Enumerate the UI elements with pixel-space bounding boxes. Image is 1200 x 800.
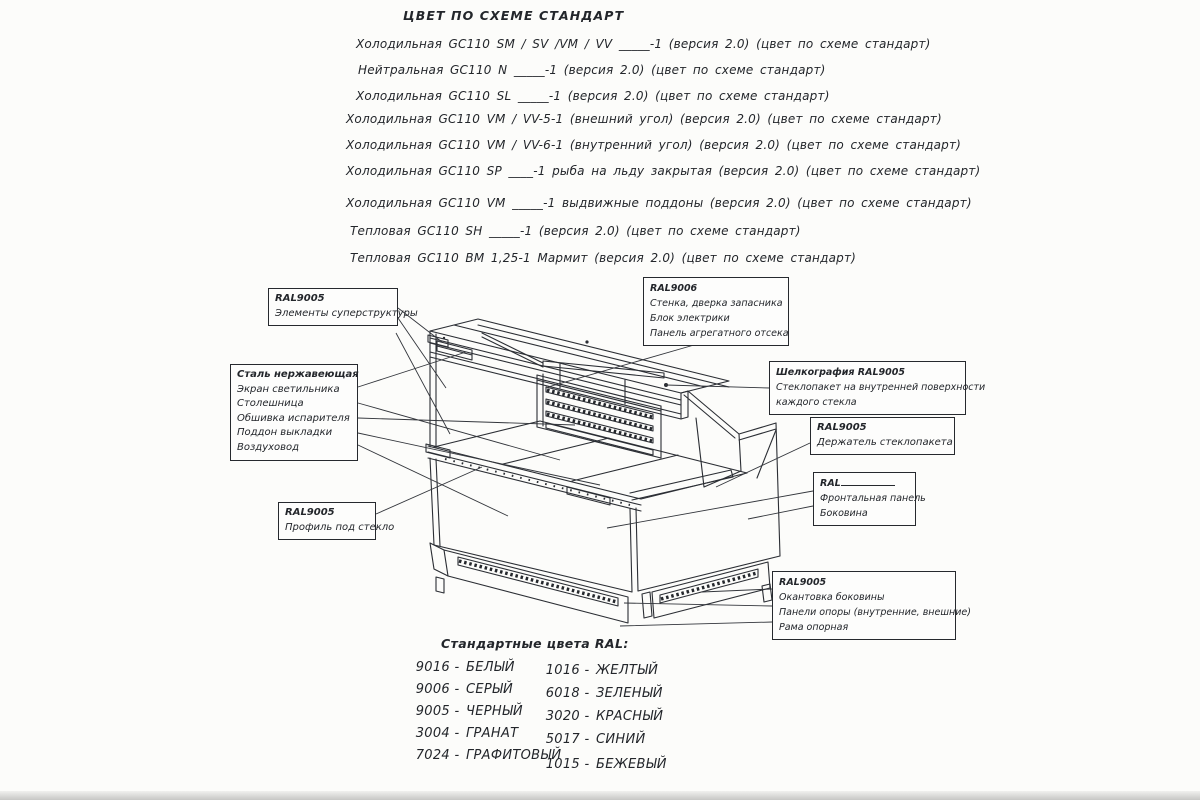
callout-front-side-panel [813,472,926,526]
ral-name: СИНИЙ [596,732,646,747]
model-line: Холодильная GC110 VM _____-1 выдвижные поддоны (версия 2.0) (цвет по схеме стандарт) [346,196,972,210]
ral-separator: - [454,682,460,697]
callout-glass-profile [278,502,395,540]
callout-line: Столешница [237,398,304,410]
ral-separator: - [584,757,590,772]
scan-edge-artifact [0,791,1200,800]
model-line: Холодильная GC110 SM / SV /VM / VV _____-1 (версия 2.0) (цвет по схеме стандарт) [356,37,931,51]
ral-color-row [536,663,658,678]
ral-name: ЧЕРНЫЙ [466,704,523,719]
ral-color-row [406,682,513,697]
ral-color-row [536,757,667,772]
front-rail-ticks [445,459,630,505]
callout-header: Шелкография RAL9005 [776,367,905,378]
model-line: Тепловая GC110 SH _____-1 (версия 2.0) (цвет по схеме стандарт) [350,224,801,238]
callout-line: Фронтальная панель [820,493,926,504]
ral-code: 7024 [415,748,450,763]
ral-name: ГРАФИТОВЫЙ [466,748,562,763]
callout-header: RAL [820,476,909,491]
ral-code: 3020 [545,709,580,724]
ral-code: 5017 [545,732,580,747]
callout-line: Экран светильника [237,383,340,395]
ral-name: ГРАНАТ [466,726,519,741]
base-plinth [430,543,772,623]
callout-line: каждого стекла [776,397,857,408]
model-line: Нейтральная GC110 N _____-1 (версия 2.0) (цвет по схеме стандарт) [358,63,826,77]
ral-name: ЗЕЛЕНЫЙ [596,686,663,701]
callout-line: Стеклопакет на внутренней поверхности [776,382,986,393]
ral-code: 9006 [415,682,450,697]
ral-table-title: Стандартные цвета RAL: [441,636,629,651]
callout-line: Панели опоры (внутренние, внешние) [779,607,971,618]
callout-line: Боковина [820,508,868,519]
callout-glass-holder [810,417,955,455]
ral-name: БЕЖЕВЫЙ [596,757,667,772]
callout-superstructure [268,288,418,326]
callout-header: RAL9005 [275,293,325,304]
display-deck [428,421,747,511]
ral-name: СЕРЫЙ [466,682,513,697]
ral-color-row [536,732,646,747]
callout-stainless-steel [230,364,358,461]
callout-header: RAL9006 [650,283,698,294]
callout-line: Стенка, дверка запасника [650,298,783,309]
model-line: Холодильная GC110 VM / VV-6-1 (внутренний угол) (версия 2.0) (цвет по схеме стандарт) [346,138,962,152]
ral-separator: - [454,726,460,741]
ral-color-row [406,704,523,719]
ral-code: 6018 [545,686,580,701]
ral-color-row [406,726,518,741]
callout-header: RAL9005 [779,577,827,588]
page-title: ЦВЕТ ПО СХЕМЕ СТАНДАРТ [403,8,625,23]
ral-color-row [536,709,663,724]
callout-rear-wall [643,277,789,346]
ral-separator: - [584,732,590,747]
callout-line: Панель агрегатного отсека [650,328,789,339]
callout-header: Сталь нержавеющая [237,369,359,380]
callout-line: Поддон выкладки [237,427,333,439]
callout-line: Элементы суперструктуры [275,307,418,319]
model-line: Холодильная GC110 VM / VV-5-1 (внешний угол) (версия 2.0) (цвет по схеме стандарт) [346,112,942,126]
leader-lines [358,308,813,626]
ral-separator: - [454,704,460,719]
ral-name: КРАСНЫЙ [596,709,664,724]
ral-separator: - [584,686,590,701]
ral-code: 1015 [545,757,580,772]
callout-line: Воздуховод [237,441,300,453]
callout-line: Рама опорная [779,622,849,633]
ral-separator: - [584,709,590,724]
ral-color-row [536,686,663,701]
ral-name: ЖЕЛТЫЙ [596,663,659,678]
callout-silkscreen [769,361,986,415]
model-line: Холодильная GC110 SL _____-1 (версия 2.0) (цвет по схеме стандарт) [356,89,830,103]
ral-code: 9016 [415,660,450,675]
model-line: Тепловая GC110 ВМ 1,25-1 Мармит (версия 2.0) (цвет по схеме стандарт) [350,251,857,265]
ral-code: 1016 [545,663,580,678]
callout-line: Блок электрики [650,313,730,324]
ral-name: БЕЛЫЙ [466,660,515,675]
ral-separator: - [454,660,460,675]
callout-header: RAL9005 [817,422,867,433]
callout-line: Профиль под стекло [285,521,395,533]
ral-separator: - [584,663,590,678]
blank-ral-line [841,476,895,486]
ral-code: 9005 [415,704,450,719]
ral-separator: - [454,748,460,763]
callout-line: Обшивка испарителя [237,412,350,424]
ral-code: 3004 [415,726,450,741]
callout-line: Держатель стеклопакета [817,436,953,448]
callout-line: Окантовка боковины [779,592,885,603]
model-line: Холодильная GC110 SP ____-1 рыба на льду закрытая (версия 2.0) (цвет по схеме стандарт) [346,164,981,178]
callout-base [772,571,971,640]
perforation-strips [459,390,757,602]
callout-header: RAL9005 [285,507,335,518]
ral-color-row [406,660,515,675]
